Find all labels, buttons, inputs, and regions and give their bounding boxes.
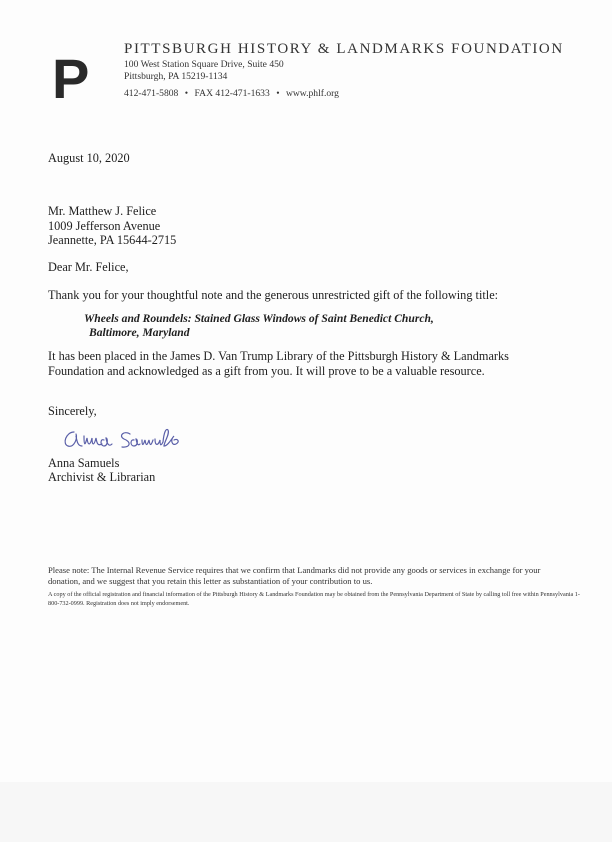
thank-you-paragraph: Thank you for your thoughtful note and the generous unrestricted gift of the following title: [48, 288, 499, 302]
handwritten-signature [60, 424, 190, 452]
foundation-logo: P [52, 47, 90, 110]
salutation: Dear Mr. Felice, [48, 260, 129, 274]
org-contact-line [124, 88, 339, 99]
separator-dot: • [184, 88, 189, 99]
signer-title: Archivist & Librarian [48, 470, 156, 484]
scan-margin [0, 782, 612, 842]
book-title-line-1: Wheels and Roundels: Stained Glass Windows of Saint Benedict Church, [84, 312, 434, 325]
recipient-name: Mr. Matthew J. Felice [48, 204, 157, 218]
org-address: 100 West Station Square Drive, Suite 450 [124, 59, 284, 70]
library-paragraph-line-1: It has been placed in the James D. Van Trump Library of the Pittsburgh History & Landmarks [48, 349, 509, 363]
book-title [84, 312, 434, 340]
signer-name: Anna Samuels [48, 456, 120, 470]
org-fax: FAX 412-471-1633 [194, 88, 270, 99]
org-city: Pittsburgh, PA 15219-1134 [124, 71, 228, 82]
registration-note: A copy of the official registration and financial information of the Pittsburgh History & Landmarks Foundation may be obtained from the Pennsylvania Department of State by calling toll free within Pennsylvania 1-800-732-0999. Registration does not imply endorsement. [48, 591, 580, 607]
recipient-street: 1009 Jefferson Avenue [48, 219, 161, 233]
separator-dot: • [276, 88, 280, 99]
tax-note: Please note: The Internal Revenue Service requires that we confirm that Landmarks did not provide any goods or services in exchange for your donation, and we suggest that you retain this letter as substantiation of your contribution to us. [48, 565, 541, 586]
org-website-link[interactable]: www.phlf.org [285, 88, 339, 99]
letter-date: August 10, 2020 [48, 151, 130, 165]
recipient-city: Jeannette, PA 15644-2715 [48, 233, 177, 247]
library-paragraph-line-2: Foundation and acknowledged as a gift from you. It will prove to be a valuable resource. [48, 364, 485, 378]
book-title-line-2: Baltimore, Maryland [89, 326, 190, 339]
organization-name: PITTSBURGH HISTORY & LANDMARKS FOUNDATION [124, 41, 564, 57]
closing: Sincerely, [48, 404, 97, 418]
org-phone: 412-471-5808 [124, 88, 179, 99]
